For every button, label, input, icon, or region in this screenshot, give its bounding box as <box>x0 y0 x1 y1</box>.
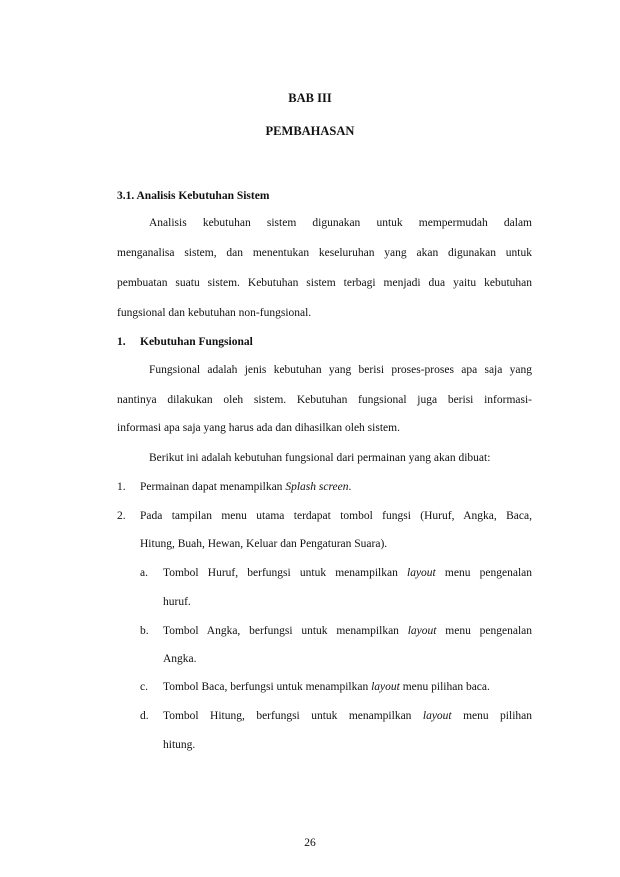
section-heading: 3.1. Analisis Kebutuhan Sistem <box>117 190 270 202</box>
sub-item-c-tail: menu pilihan baca. <box>399 681 490 693</box>
subsection-number: 1. <box>117 336 126 348</box>
section-paragraph-line-2: menganalisa sistem, dan menentukan keseluruhan yang akan digunakan untuk <box>117 247 532 259</box>
section-paragraph-line-1: Analisis kebutuhan sistem digunakan untuk mempermudah dalam <box>149 217 532 229</box>
sub-item-c-text: Tombol Baca, berfungsi untuk menampilkan <box>163 681 372 693</box>
list-item-2-number: 2. <box>117 510 126 522</box>
sub-item-d-text: Tombol Hitung, berfungsi untuk menampilkan <box>163 710 423 722</box>
page-number: 26 <box>304 837 316 849</box>
sub-item-b-italic: layout <box>407 625 437 637</box>
list-item-1-text: Permainan dapat menampilkan <box>140 481 286 493</box>
sub-item-d-line-2: hitung. <box>163 739 196 751</box>
sub-item-d-line-1 <box>163 709 532 723</box>
sub-item-a-letter: a. <box>140 567 148 579</box>
list-item-2-line-1: Pada tampilan menu utama terdapat tombol fungsi (Huruf, Angka, Baca, <box>140 510 532 522</box>
sub-item-b-text: Tombol Angka, berfungsi untuk menampilkan <box>163 625 408 637</box>
sub-item-a-text: Tombol Huruf, berfungsi untuk menampilkan <box>163 567 407 579</box>
sub-item-b-letter: b. <box>140 625 149 637</box>
sub-item-d-letter: d. <box>140 710 149 722</box>
section-paragraph-line-3: pembuatan suatu sistem. Kebutuhan sistem terbagi menjadi dua yaitu kebutuhan <box>117 277 532 289</box>
list-item-1-number: 1. <box>117 481 126 493</box>
sub-item-c-italic: layout <box>371 681 400 693</box>
subsection-paragraph-line-2: nantinya dilakukan oleh sistem. Kebutuhan fungsional juga berisi informasi- <box>117 394 532 406</box>
sub-item-a-tail: menu pengenalan <box>435 567 532 579</box>
sub-item-b-tail: menu pengenalan <box>436 625 532 637</box>
list-item-1-tail: . <box>348 481 352 493</box>
subsection-heading: Kebutuhan Fungsional <box>140 336 253 348</box>
list-intro: Berikut ini adalah kebutuhan fungsional dari permainan yang akan dibuat: <box>149 452 491 464</box>
sub-item-a-line-1 <box>163 566 532 580</box>
sub-item-d-tail: menu pilihan <box>451 710 532 722</box>
chapter-number: BAB III <box>288 91 332 105</box>
sub-item-c-letter: c. <box>140 681 148 693</box>
sub-item-d-italic: layout <box>422 710 452 722</box>
subsection-paragraph-line-1: Fungsional adalah jenis kebutuhan yang berisi proses-proses apa saja yang <box>149 364 532 376</box>
sub-item-b-line-2: Angka. <box>163 653 197 665</box>
sub-item-a-italic: layout <box>407 567 436 579</box>
subsection-paragraph-line-3: informasi apa saja yang harus ada dan dihasilkan oleh sistem. <box>117 422 400 434</box>
sub-item-c-line-1 <box>163 680 490 694</box>
sub-item-a-line-2: huruf. <box>163 596 191 608</box>
sub-item-b-line-1 <box>163 624 532 638</box>
section-paragraph-line-4: fungsional dan kebutuhan non-fungsional. <box>117 307 312 319</box>
list-item-1 <box>140 480 351 494</box>
list-item-2-line-2: Hitung, Buah, Hewan, Keluar dan Pengaturan Suara). <box>140 538 388 550</box>
chapter-title: PEMBAHASAN <box>265 124 355 138</box>
list-item-1-italic: Splash screen <box>285 481 349 493</box>
